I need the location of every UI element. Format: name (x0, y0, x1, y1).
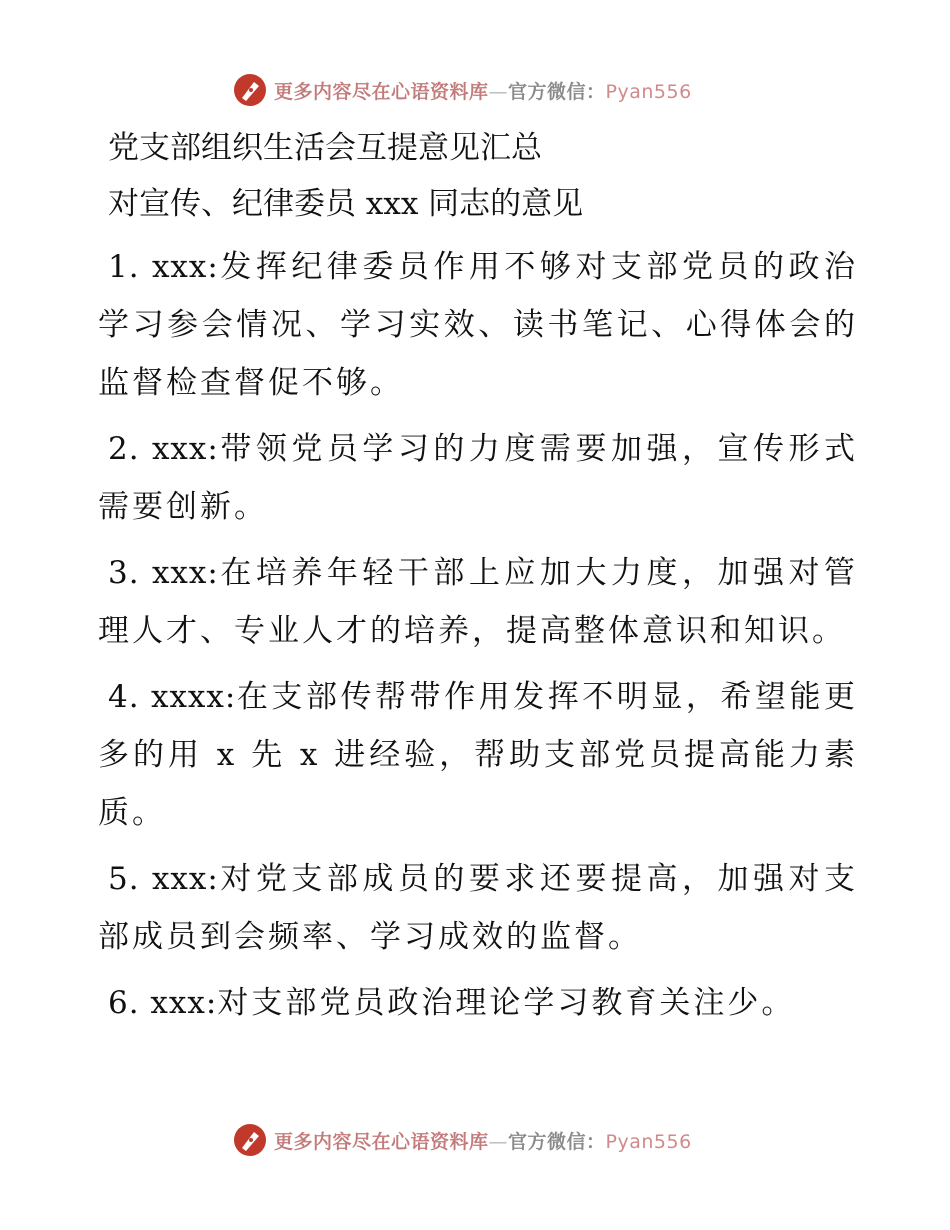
item-number: 1. xxx: (108, 249, 219, 285)
watermark-text (274, 1127, 692, 1154)
item-text: 在支部传帮带作用发挥不明显，希望能更多的用 x 先 x 进经验，帮助支部党员提高能力素质。 (98, 679, 858, 831)
document-title: 党支部组织生活会互提意见汇总 (108, 130, 542, 166)
watermark-dash: — (488, 1130, 509, 1153)
watermark-dash: — (488, 80, 509, 103)
list-item-1 (98, 238, 858, 412)
watermark-main: 更多内容尽在心语资料库 (274, 1130, 489, 1153)
document-body (98, 120, 858, 1040)
pen-nib-logo-icon (232, 1122, 268, 1158)
list-item-3 (98, 544, 858, 660)
list-item-5 (98, 850, 858, 966)
item-number: 2. xxx: (108, 431, 219, 467)
document-subtitle: 对宣传、纪律委员 xxx 同志的意见 (108, 186, 584, 222)
item-text: 带领党员学习的力度需要加强，宣传形式需要创新。 (98, 431, 859, 525)
list-item-4 (98, 668, 858, 842)
watermark-text (274, 77, 692, 104)
item-number: 6. xxx: (108, 985, 218, 1021)
item-text: 发挥纪律委员作用不够对支部党员的政治学习参会情况、学习实效、读书笔记、心得体会的监督检查督促不够。 (98, 249, 859, 401)
item-text: 在培养年轻干部上应加大力度，加强对管理人才、专业人才的培养，提高整体意识和知识。 (98, 555, 859, 649)
list-item-6 (98, 974, 858, 1032)
watermark-banner-bottom (232, 1120, 752, 1160)
watermark-main: 更多内容尽在心语资料库 (274, 80, 489, 103)
item-text: 对支部党员政治理论学习教育关注少。 (217, 985, 796, 1021)
watermark-label: 官方微信： (508, 80, 606, 103)
list-item-2 (98, 420, 858, 536)
watermark-banner-top (232, 70, 752, 110)
item-number: 5. xxx: (108, 861, 219, 897)
item-number: 4. xxxx: (108, 679, 237, 715)
pen-nib-logo-icon (232, 72, 268, 108)
watermark-label: 官方微信： (508, 1130, 606, 1153)
item-number: 3. xxx: (108, 555, 219, 591)
watermark-id: Pyan556 (605, 1130, 692, 1153)
watermark-id: Pyan556 (605, 80, 692, 103)
item-text: 对党支部成员的要求还要提高，加强对支部成员到会频率、学习成效的监督。 (98, 861, 859, 955)
